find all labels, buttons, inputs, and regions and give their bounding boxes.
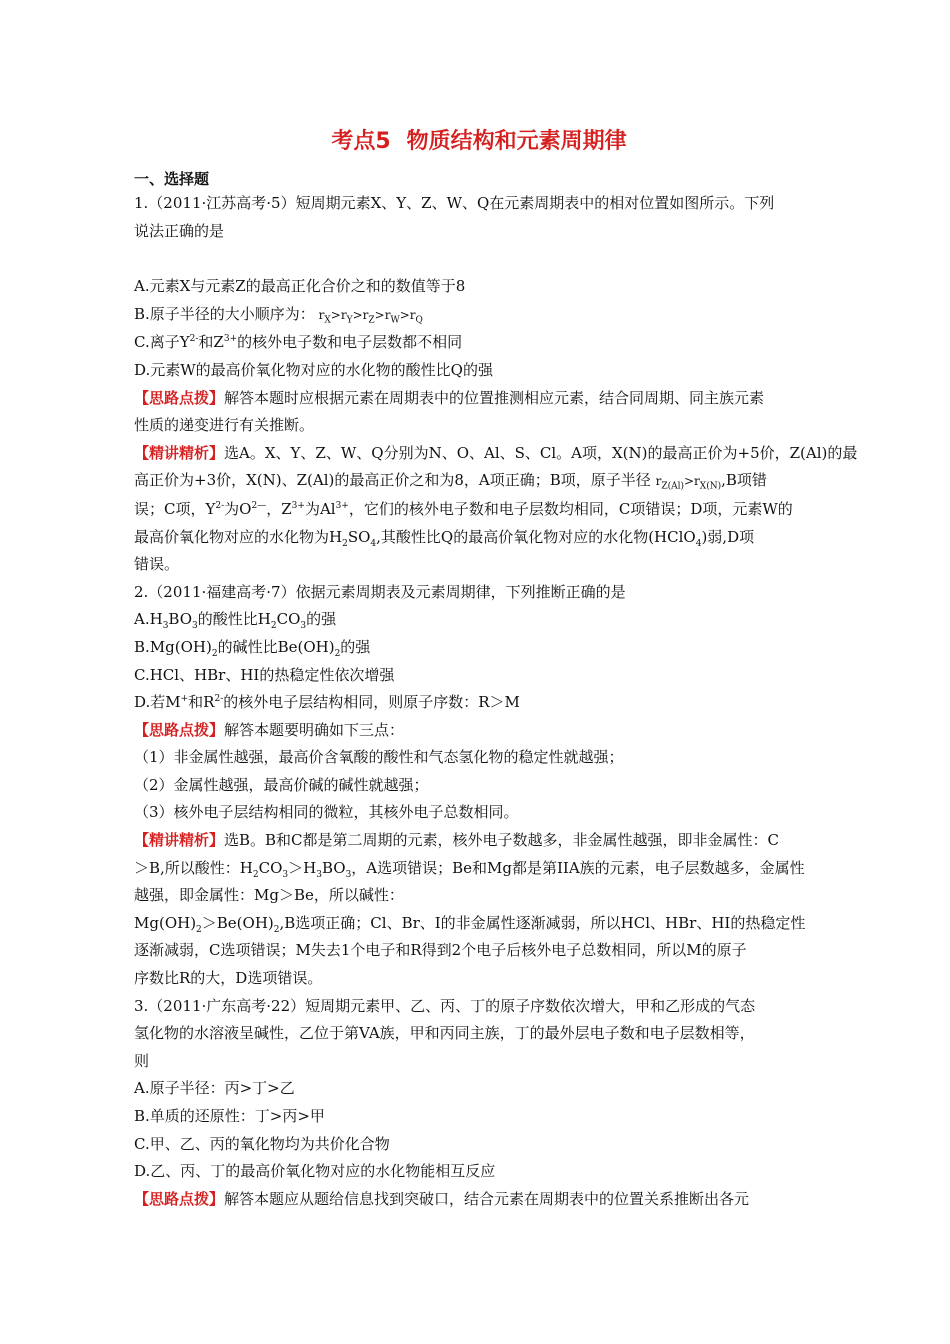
q3-option-c: C.甲、乙、丙的氧化物均为共价化合物 [134, 1134, 390, 1153]
q2-option-d: D.若M+和$R^{2-}$的核外电子层结构相同，则原子序数：R＞M [134, 693, 520, 712]
hint-tag: 【思路点拨】 [134, 720, 225, 739]
question-2 [134, 579, 824, 993]
q3-option-d: D.乙、丙、丁的最高价氧化物对应的水化物能相互反应 [134, 1162, 496, 1181]
q2-hint: 【思路点拨】解答本题要明确如下三点： [134, 720, 405, 739]
q1-explanation-line1: 【精讲精析】选A。X、Y、Z、W、Q分别为N、O、Al、S、Cl。A项，X(N)的最高正价为+5价，Z(Al)的最 [134, 443, 858, 462]
q2-explanation-line6: 序数比R的大，D选项错误。 [134, 969, 323, 988]
question-3 [134, 993, 824, 1214]
q3-stem-line1: 3.（2011·广东高考·22）短周期元素甲、乙、丙、丁的原子序数依次增大，甲和乙形成的气态 [134, 996, 756, 1015]
q1-option-d: D.元素W的最高价氧化物对应的水化物的酸性比Q的强 [134, 360, 493, 379]
q1-option-a: A.元素X与元素Z的最高正化合价之和的数值等于8 [134, 277, 466, 296]
hint-tag: 【思路点拨】 [134, 388, 225, 407]
q3-stem-line3: 则 [134, 1051, 150, 1070]
q2-option-b: $B.Mg(OH)_2$的碱性比$Be(OH)_2$的强 [134, 637, 371, 659]
q2-point-3: （3）核外电子层结构相同的微粒，其核外电子总数相同。 [134, 803, 519, 822]
q1-hint-line1: 【思路点拨】解答本题时应根据元素在周期表中的位置推测相应元素，结合同周期、同主族元素 [134, 388, 765, 407]
q1-stem-line1: 1.（2011·江苏高考·5）短周期元素X、Y、Z、W、Q在元素周期表中的相对位置如图所示。下列 [134, 194, 775, 212]
explanation-tag: 【精讲精析】 [134, 443, 225, 462]
section-heading: 一、选择题 [134, 170, 210, 188]
q2-point-2: （2）金属性越强，最高价碱的碱性就越强； [134, 775, 429, 794]
q1-stem-line2: 说法正确的是 [134, 221, 225, 240]
q3-option-a: A.原子半径：丙>丁>乙 [134, 1079, 295, 1098]
q1-option-b: B.原子半径的大小顺序为： $r_X>r_Y>r_Z>r_W>r_Q$ [134, 304, 423, 326]
q2-point-1: （1）非金属性越强，最高价含氧酸的酸性和气态氢化物的稳定性就越强； [134, 748, 624, 767]
q2-option-a: $A.H_3BO_3$的酸性比$H_2CO_3$的强 [134, 610, 337, 632]
page-title [134, 128, 824, 156]
title-topic-number: 考点5 [331, 129, 391, 154]
q2-explanation-line3: 越强，即金属性：Mg＞Be，所以碱性： [134, 886, 404, 905]
q2-explanation-line5: 逐渐减弱，C选项错误；M失去1个电子和R得到2个电子后核外电子总数相同，所以M的原子 [134, 941, 747, 960]
q1-explanation-line5: 错误。 [134, 555, 180, 574]
q3-stem-line2: 氢化物的水溶液呈碱性，乙位于第VA族，甲和丙同主族，丁的最外层电子数和电子层数相等， [134, 1024, 755, 1043]
q1-figure-placeholder [134, 245, 824, 273]
q2-explanation-line1: 【精讲精析】选B。B和C都是第二周期的元素，核外电子数越多，非金属性越强，即非金属性：C [134, 831, 780, 850]
question-1 [134, 190, 858, 579]
q1-explanation-line3: 误；C项，$Y^{2-}$为$O^{2—}$，$Z^{3+}$为$Al^{3+}$，它们的核外电子数和电子层数均相同，C项错误；D项，元素W的 [134, 499, 793, 518]
q1-option-c: C.离子$Y^{2-}$和$Z^{3+}$的核外电子数和电子层数都不相同 [134, 333, 463, 352]
document-page [134, 128, 858, 1213]
q2-stem: 2.（2011·福建高考·7）依据元素周期表及元素周期律，下列推断正确的是 [134, 582, 626, 601]
q2-option-c: C.HCl、HBr、HI的热稳定性依次增强 [134, 665, 395, 684]
hint-tag: 【思路点拨】 [134, 1189, 225, 1208]
title-topic-name: 物质结构和元素周期律 [406, 129, 627, 154]
q3-option-b: B.单质的还原性：丁>丙>甲 [134, 1107, 325, 1125]
q2-explanation-line2: ＞B,所以酸性：$H_2CO_3>H_3BO_3$，A选项错误；Be和Mg都是第IIA族的元素，电子层数越多，金属性 [134, 858, 805, 880]
q1-hint-line2: 性质的递变进行有关推断。 [134, 416, 315, 435]
q1-explanation-line2: 高正价为+3价，X(N)、Z(Al)的最高正价之和为8，A项正确；B项，原子半径 $r_{Z(Al)}>r_{X(N)},B$项错 [134, 471, 767, 492]
q3-hint: 【思路点拨】解答本题应从题给信息找到突破口，结合元素在周期表中的位置关系推断出各元 [134, 1189, 750, 1208]
explanation-tag: 【精讲精析】 [134, 831, 225, 850]
q1-explanation-line4: 最高价氧化物对应的水化物为$H_2SO_4$,其酸性比Q的最高价氧化物对应的水化物(HClO$_4$)弱,D项 [134, 527, 755, 549]
q2-explanation-line4: $Mg(OH)_2>Be(OH)_2,B$选项正确；Cl、Br、I的非金属性逐渐减弱，所以HCl、HBr、HI的热稳定性 [134, 913, 806, 935]
